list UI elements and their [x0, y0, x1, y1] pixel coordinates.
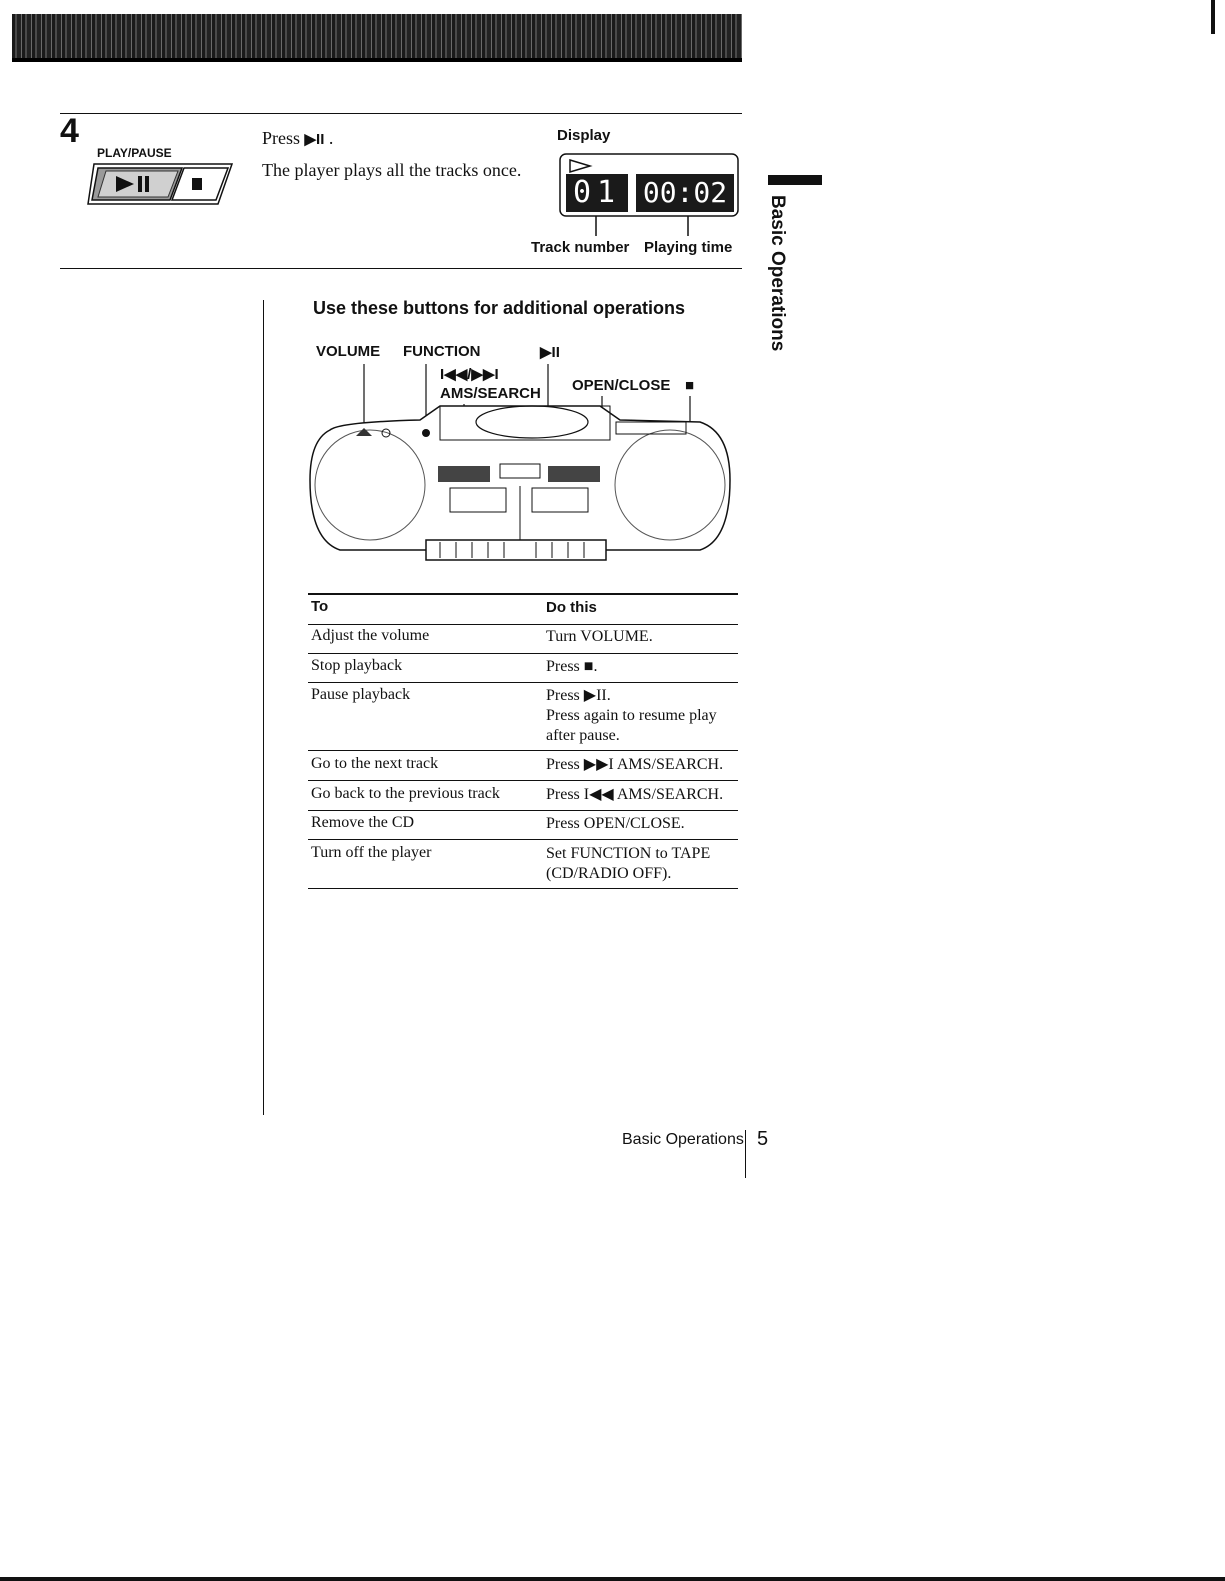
table-top-rule — [308, 593, 738, 595]
play-pause-label: PLAY/PAUSE — [97, 146, 172, 160]
step-bottom-rule — [60, 268, 742, 269]
step-description: The player plays all the tracks once. — [262, 160, 522, 180]
table-row-rule — [308, 810, 738, 811]
table-row-do: Press ▶II. — [546, 687, 611, 704]
play-pause-button-illustration — [86, 160, 234, 208]
table-row-do: Press OPEN/CLOSE. — [546, 815, 685, 832]
track-number-label: Track number — [531, 239, 630, 256]
table-header-to: To — [311, 598, 329, 615]
table-row-to: Remove the CD — [311, 814, 415, 831]
table-row-do: Turn VOLUME. — [546, 628, 653, 645]
table-row-to: Stop playback — [311, 657, 403, 674]
side-tab-bar — [768, 175, 822, 185]
display-label: Display — [557, 127, 611, 144]
play-pause-callout: ▶II — [540, 344, 560, 361]
step-number: 4 — [60, 112, 79, 150]
left-column-rule — [263, 300, 264, 1115]
table-row-rule — [308, 653, 738, 654]
volume-label: VOLUME — [316, 343, 381, 360]
header-bar — [12, 14, 742, 62]
page-edge-mark — [1211, 0, 1215, 34]
page-number: 5 — [757, 1128, 769, 1150]
open-close-label: OPEN/CLOSE — [572, 377, 671, 394]
press-instruction: Press ▶II . — [262, 128, 334, 148]
playing-time-label: Playing time — [644, 239, 733, 256]
play-pause-symbol: ▶II — [304, 131, 325, 148]
footer-separator — [745, 1130, 746, 1178]
table-row-to: Turn off the player — [311, 844, 432, 861]
table-row-do: Press ▶▶I AMS/SEARCH. — [546, 756, 724, 773]
track-number-readout: 01 — [572, 175, 622, 210]
playing-time-readout: 00:02 — [642, 176, 728, 209]
step-top-rule — [60, 113, 742, 114]
footer-section-name: Basic Operations — [622, 1131, 744, 1148]
table-row-do: (CD/RADIO OFF). — [546, 865, 672, 882]
side-tab-title: Basic Operations — [767, 195, 788, 352]
table-row-do: Press I◀◀ AMS/SEARCH. — [546, 786, 724, 803]
table-row-do: after pause. — [546, 727, 620, 744]
table-header-rule — [308, 624, 738, 625]
ams-search-label: AMS/SEARCH — [440, 385, 541, 402]
section-title: Use these buttons for additional operations — [313, 298, 686, 318]
table-bottom-rule — [308, 888, 738, 889]
table-row-rule — [308, 750, 738, 751]
table-row-do: Set FUNCTION to TAPE — [546, 845, 711, 862]
table-row-do: Press ■. — [546, 658, 598, 675]
table-row-rule — [308, 780, 738, 781]
stop-callout: ■ — [685, 377, 695, 394]
cd-player-illustration — [300, 360, 740, 570]
table-row-to: Pause playback — [311, 686, 411, 703]
table-row-do: Press again to resume play — [546, 707, 717, 724]
page-bottom-edge — [0, 1577, 1225, 1581]
table-row-rule — [308, 839, 738, 840]
table-header-do-this: Do this — [546, 599, 597, 616]
table-row-to: Adjust the volume — [311, 627, 430, 644]
function-label: FUNCTION — [403, 343, 481, 360]
table-row-to: Go to the next track — [311, 755, 439, 772]
skip-label: I◀◀/▶▶I — [440, 366, 499, 383]
table-row-to: Go back to the previous track — [311, 785, 500, 802]
table-row-rule — [308, 682, 738, 683]
